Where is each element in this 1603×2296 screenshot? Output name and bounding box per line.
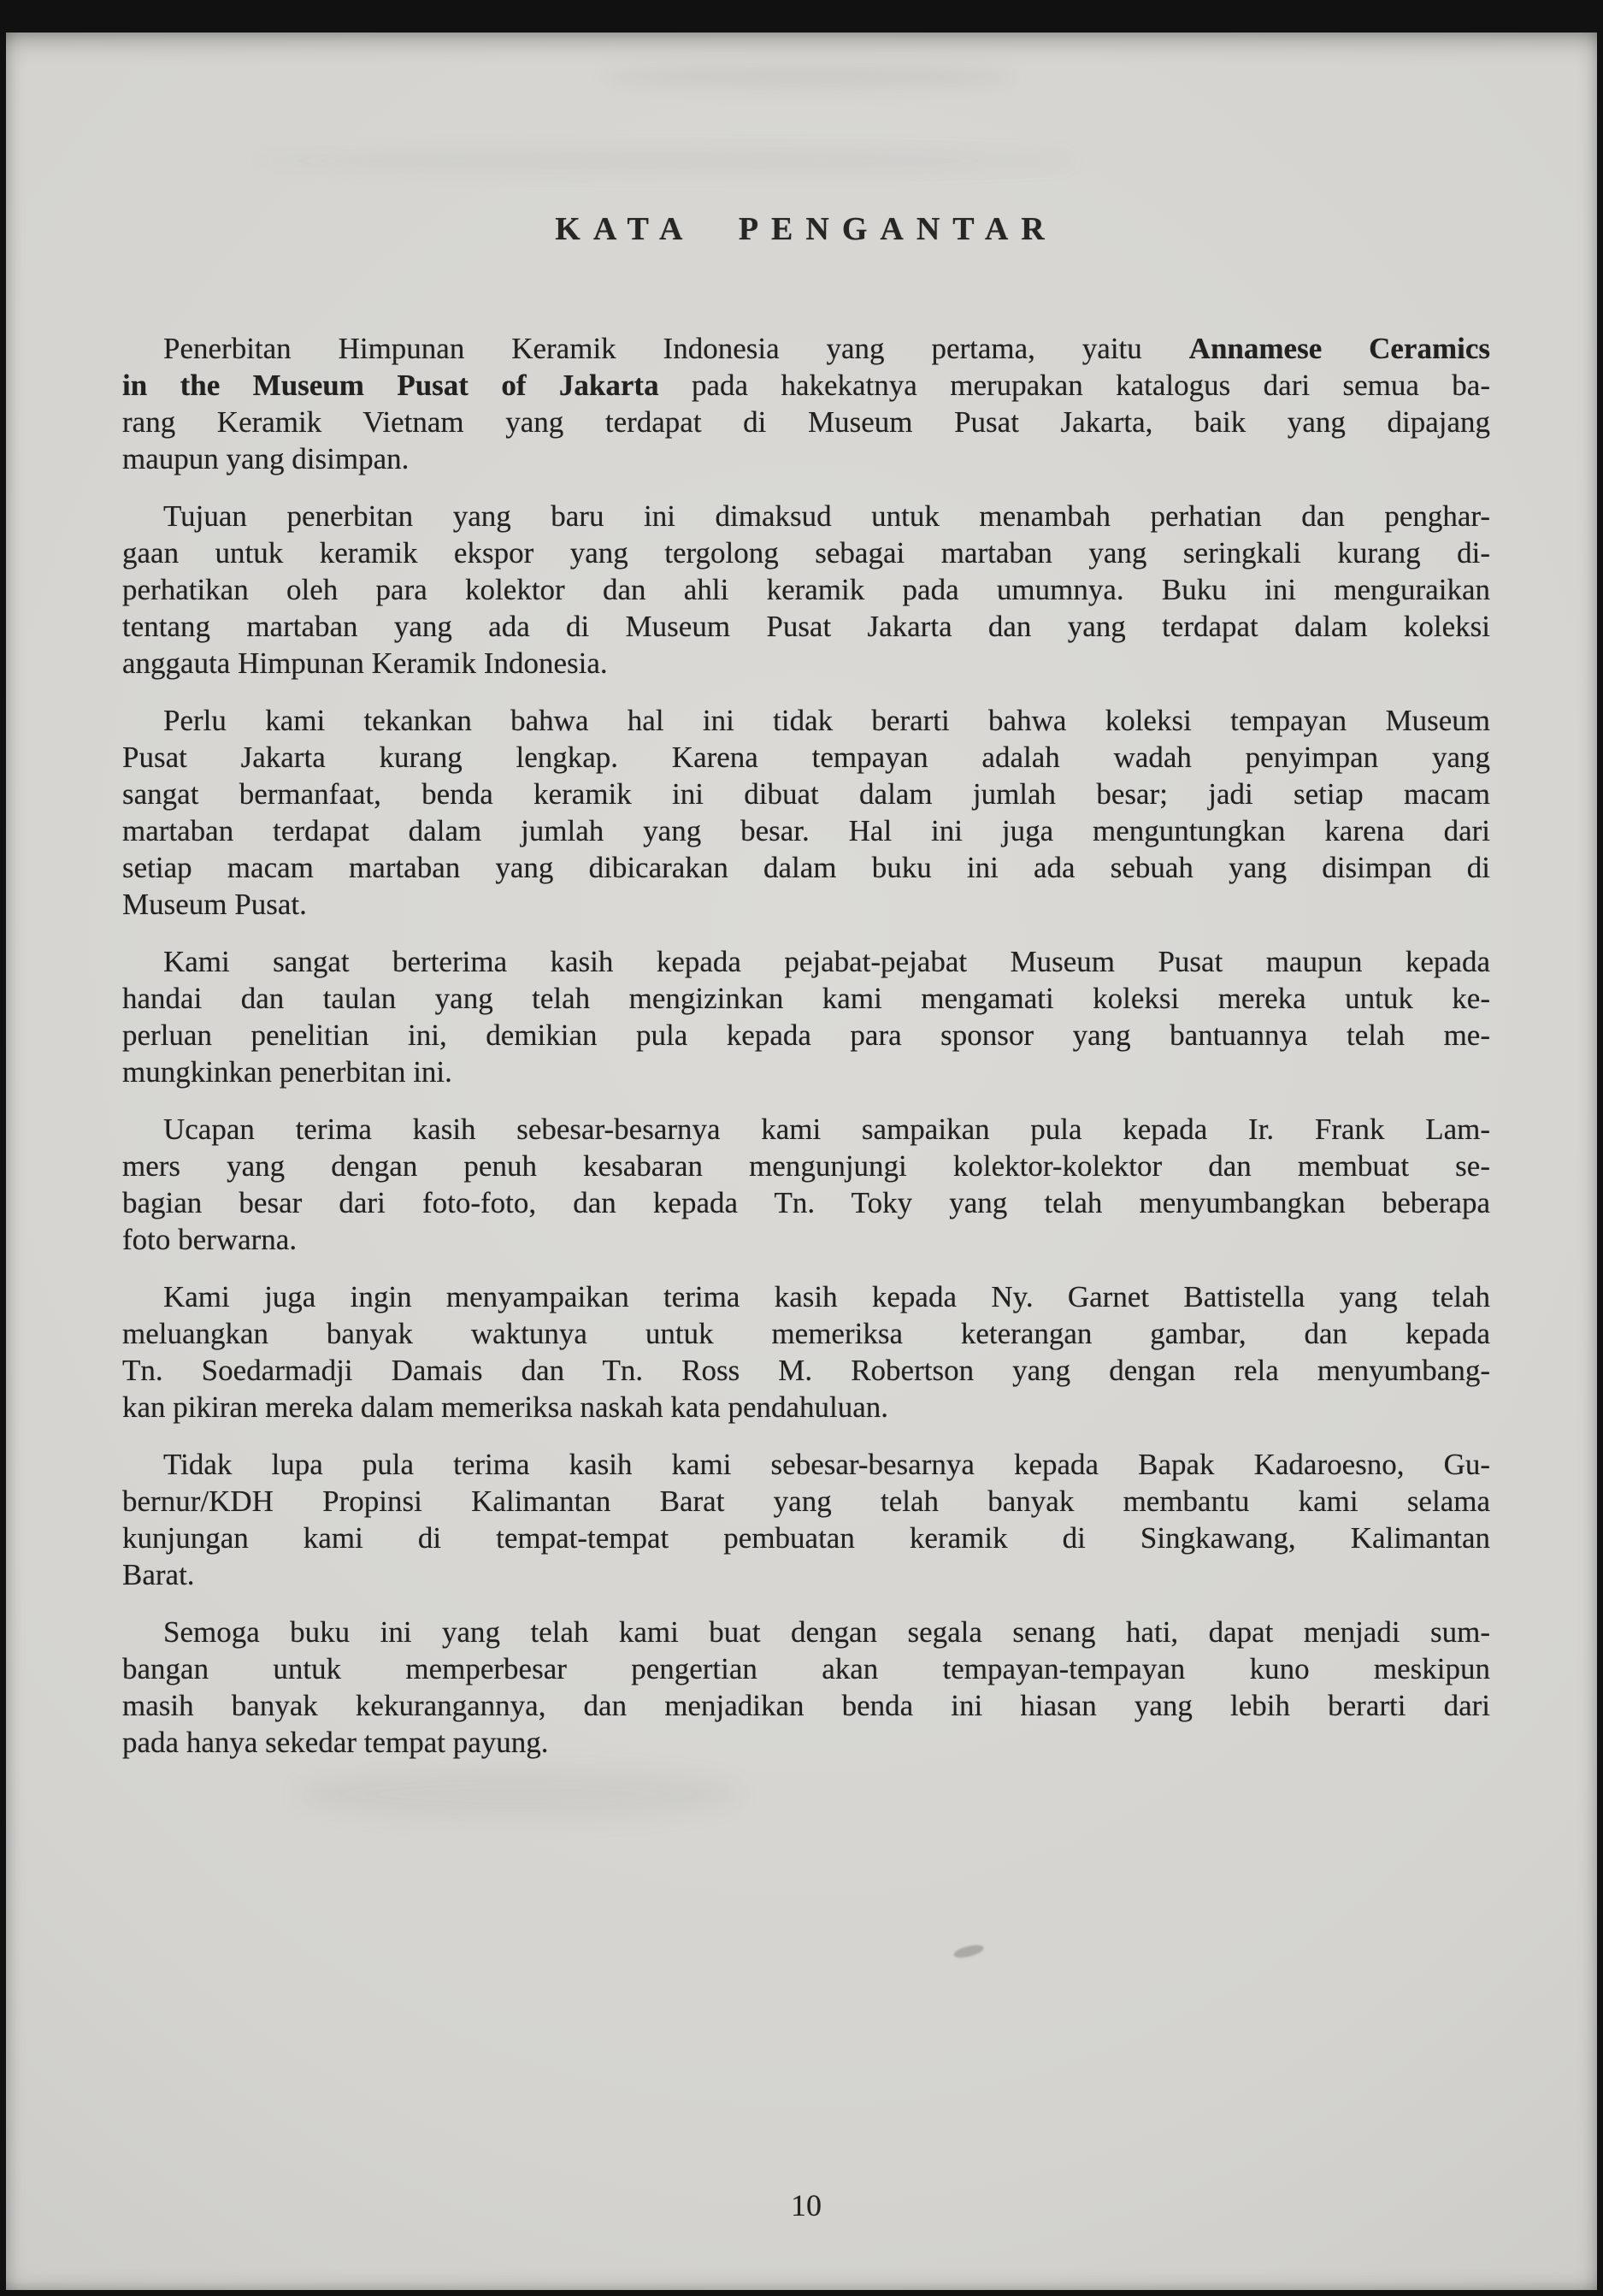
text-line bbox=[122, 1556, 1490, 1593]
text-segment: mungkinkan penerbitan ini. bbox=[122, 1055, 452, 1089]
page-title: KATA PENGANTAR bbox=[555, 211, 1058, 247]
text-line bbox=[122, 1650, 1490, 1687]
text-line bbox=[122, 739, 1490, 776]
text-segment: masih banyak kekurangannya, dan menjadikan benda ini hiasan yang lebih berarti dari bbox=[122, 1689, 1490, 1722]
text-line bbox=[122, 1614, 1490, 1650]
text-line bbox=[122, 1221, 1490, 1258]
text-line bbox=[122, 1184, 1490, 1221]
text-segment: mers yang dengan penuh kesabaran mengunjungi kolektor-kolektor dan membuat se- bbox=[122, 1149, 1490, 1183]
text-line bbox=[122, 812, 1490, 849]
text-segment: bangan untuk memperbesar pengertian akan tempayan-tempayan kuno meskipun bbox=[122, 1652, 1490, 1685]
text-segment: martaban terdapat dalam jumlah yang besar. Hal ini juga menguntungkan karena dari bbox=[122, 814, 1490, 847]
text-segment: Tidak lupa pula terima kasih kami sebesar-besarnya kepada Bapak Kadaroesno, Gu- bbox=[163, 1448, 1490, 1481]
text-segment: kan pikiran mereka dalam memeriksa naskah kata pendahuluan. bbox=[122, 1390, 889, 1424]
text-line bbox=[122, 1148, 1490, 1184]
text-line bbox=[122, 1315, 1490, 1352]
text-line bbox=[122, 1111, 1490, 1148]
text-line bbox=[122, 608, 1490, 645]
text-line bbox=[122, 849, 1490, 886]
text-line bbox=[122, 1352, 1490, 1389]
paragraph bbox=[122, 1614, 1490, 1761]
text-segment: bernur/KDH Propinsi Kalimantan Barat yang telah banyak membantu kami selama bbox=[122, 1484, 1490, 1518]
text-line bbox=[122, 1483, 1490, 1520]
text-segment: Tujuan penerbitan yang baru ini dimaksud untuk menambah perhatian dan penghar- bbox=[163, 499, 1490, 533]
text-line bbox=[122, 1017, 1490, 1054]
text-segment: meluangkan banyak waktunya untuk memeriksa keterangan gambar, dan kepada bbox=[122, 1317, 1490, 1350]
text-segment: Pusat Jakarta kurang lengkap. Karena tempayan adalah wadah penyimpan yang bbox=[122, 741, 1490, 774]
text-line bbox=[122, 498, 1490, 534]
text-segment: anggauta Himpunan Keramik Indonesia. bbox=[122, 646, 608, 680]
text-segment: Penerbitan Himpunan Keramik Indonesia yang pertama, yaitu bbox=[163, 332, 1189, 365]
text-segment: kunjungan kami di tempat-tempat pembuatan keramik di Singkawang, Kalimantan bbox=[122, 1521, 1490, 1555]
text-segment: Semoga buku ini yang telah kami buat dengan segala senang hati, dapat menjadi sum- bbox=[163, 1615, 1490, 1649]
text-line bbox=[122, 645, 1490, 682]
paragraph bbox=[122, 702, 1490, 923]
text-line bbox=[122, 1520, 1490, 1556]
text-segment: handai dan taulan yang telah mengizinkan kami mengamati koleksi mereka untuk ke- bbox=[122, 982, 1490, 1015]
text-segment: gaan untuk keramik ekspor yang tergolong sebagai martaban yang seringkali kurang di- bbox=[122, 536, 1490, 570]
text-segment: pada hakekatnya merupakan katalogus dari semua ba- bbox=[658, 369, 1490, 402]
page bbox=[6, 32, 1597, 2290]
paragraph bbox=[122, 1111, 1490, 1258]
text-line bbox=[122, 1687, 1490, 1724]
text-line bbox=[122, 404, 1490, 440]
text-segment: sangat bermanfaat, benda keramik ini dibuat dalam jumlah besar; jadi setiap macam bbox=[122, 777, 1490, 811]
text-line bbox=[122, 440, 1490, 477]
text-line bbox=[122, 980, 1490, 1017]
bold-text: Annamese Ceramics bbox=[1188, 332, 1490, 365]
text-line bbox=[122, 1446, 1490, 1483]
text-line bbox=[122, 886, 1490, 923]
text-segment: tentang martaban yang ada di Museum Pusat Jakarta dan yang terdapat dalam koleksi bbox=[122, 610, 1490, 643]
text-line bbox=[122, 367, 1490, 404]
text-segment: perluan penelitian ini, demikian pula kepada para sponsor yang bantuannya telah me- bbox=[122, 1018, 1490, 1052]
paragraph bbox=[122, 1446, 1490, 1593]
text-segment: Barat. bbox=[122, 1558, 195, 1591]
page-number: 10 bbox=[791, 2188, 822, 2222]
text-line bbox=[122, 776, 1490, 812]
text-segment: perhatikan oleh para kolektor dan ahli keramik pada umumnya. Buku ini menguraikan bbox=[122, 573, 1490, 606]
text-segment: bagian besar dari foto-foto, dan kepada Tn. Toky yang telah menyumbangkan beberapa bbox=[122, 1186, 1490, 1219]
text-segment: setiap macam martaban yang dibicarakan dalam buku ini ada sebuah yang disimpan di bbox=[122, 851, 1490, 884]
text-segment: Perlu kami tekankan bahwa hal ini tidak berarti bahwa koleksi tempayan Museum bbox=[163, 704, 1490, 737]
text-line bbox=[122, 330, 1490, 367]
paragraph bbox=[122, 943, 1490, 1090]
text-line bbox=[122, 943, 1490, 980]
text-line bbox=[122, 1389, 1490, 1425]
text-segment: Kami juga ingin menyampaikan terima kasih kepada Ny. Garnet Battistella yang telah bbox=[163, 1280, 1490, 1313]
bleed-through-mark bbox=[254, 151, 1075, 171]
text-line bbox=[122, 1054, 1490, 1090]
text-line bbox=[122, 1724, 1490, 1761]
paragraph bbox=[122, 330, 1490, 477]
bold-text: in the Museum Pusat of Jakarta bbox=[122, 369, 659, 402]
text-segment: Kami sangat berterima kasih kepada pejabat-pejabat Museum Pusat maupun kepada bbox=[163, 945, 1490, 978]
text-segment: rang Keramik Vietnam yang terdapat di Museum Pusat Jakarta, baik yang dipajang bbox=[122, 405, 1490, 439]
text-segment: Tn. Soedarmadji Damais dan Tn. Ross M. Robertson yang dengan rela menyumbang- bbox=[122, 1354, 1490, 1387]
text-segment: maupun yang disimpan. bbox=[122, 442, 410, 475]
text-segment: Museum Pusat. bbox=[122, 888, 307, 921]
text-line bbox=[122, 702, 1490, 739]
text-line bbox=[122, 1278, 1490, 1315]
text-line bbox=[122, 534, 1490, 571]
paragraph bbox=[122, 498, 1490, 682]
body-paragraphs bbox=[122, 330, 1490, 1781]
text-segment: Ucapan terima kasih sebesar-besarnya kami sampaikan pula kepada Ir. Frank Lam- bbox=[163, 1113, 1490, 1146]
smudge-mark bbox=[952, 1943, 985, 1960]
text-segment: pada hanya sekedar tempat payung. bbox=[122, 1726, 549, 1759]
text-line bbox=[122, 571, 1490, 608]
text-segment: foto berwarna. bbox=[122, 1223, 298, 1256]
bleed-through-mark bbox=[604, 65, 1015, 89]
paragraph bbox=[122, 1278, 1490, 1425]
